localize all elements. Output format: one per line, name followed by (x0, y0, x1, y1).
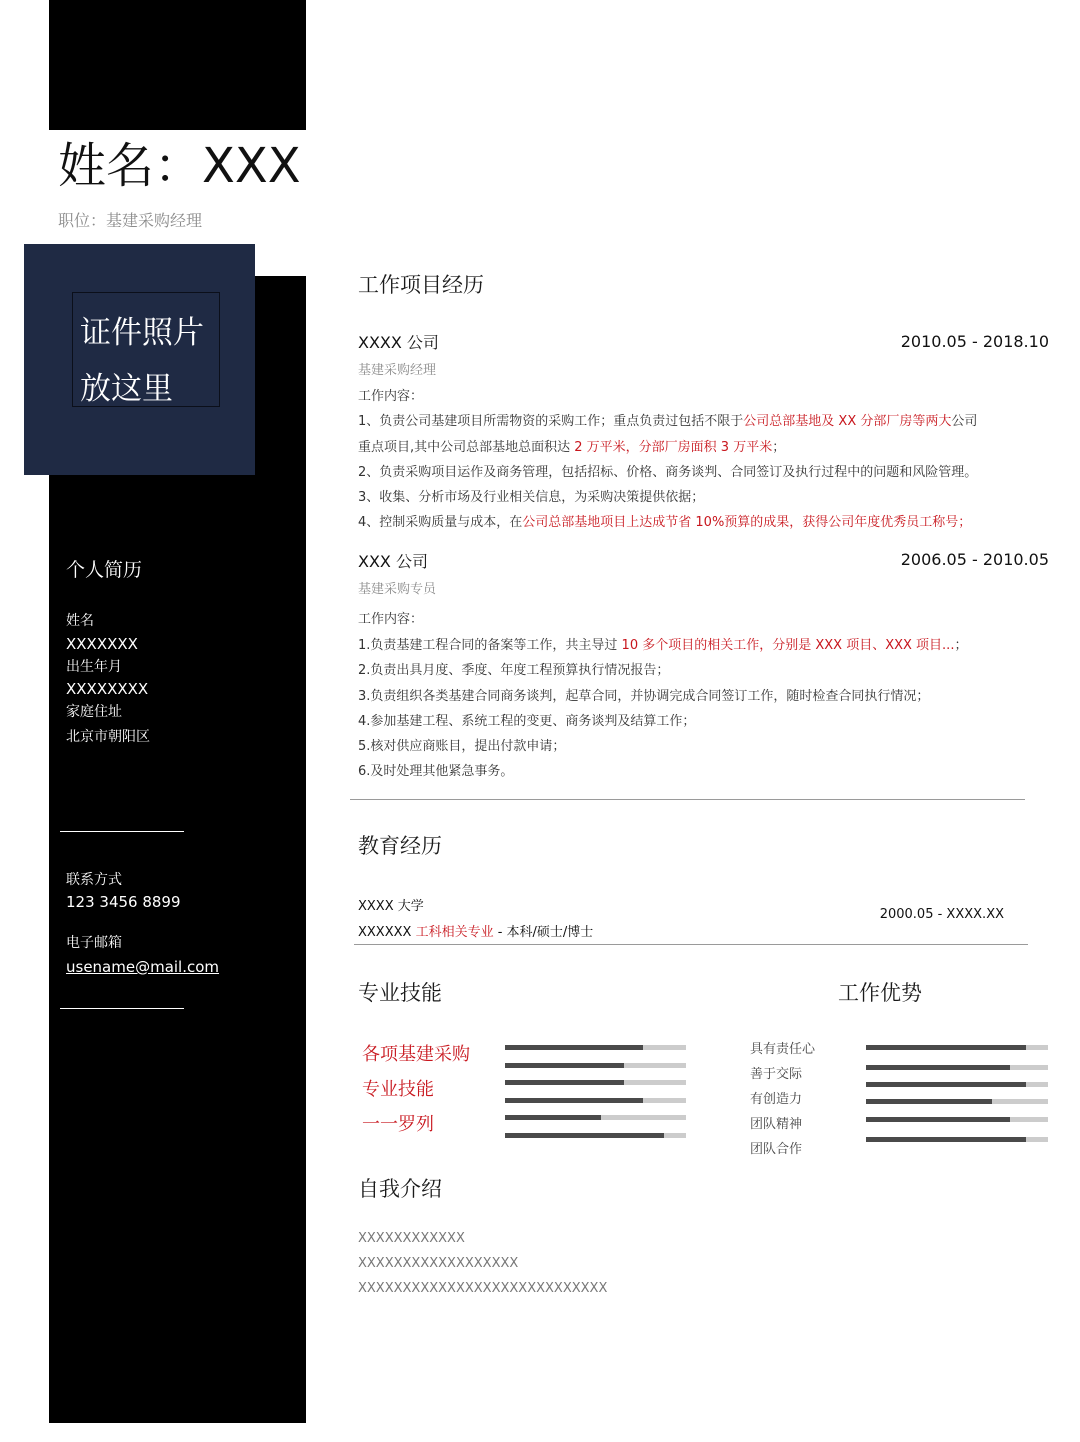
job1-date: 2010.05 - 2018.10 (900, 332, 1049, 351)
advantage-bar-fill (866, 1045, 1026, 1050)
contact-label: 联系方式 (66, 872, 122, 888)
advantage-label: 善于交际 (750, 1067, 803, 1082)
job2-line3: 3.负责组织各类基建合同商务谈判，起草合同，并协调完成合同签订工作，随时检查合同执行情况； (358, 689, 930, 704)
job2-line4: 4.参加基建工程、系统工程的变更、商务谈判及结算工作； (358, 714, 696, 729)
photo-text-line2: 放这里 (80, 371, 173, 407)
intro-line: XXXXXXXXXXXX (358, 1231, 465, 1246)
skills-section-title: 专业技能 (358, 981, 442, 1005)
skill-bar (505, 1098, 686, 1103)
intro-text (358, 1226, 607, 1301)
advantage-label: 有创造力 (750, 1092, 803, 1107)
skill-bar-fill (505, 1063, 624, 1068)
contact-value: 123 3456 8899 (66, 893, 181, 911)
job1-line3: 2、负责采购项目运作及商务管理，包括招标、价格、商务谈判、合同签订及执行过程中的问题和风险管理。 (358, 465, 978, 480)
advantage-bar (866, 1099, 1048, 1104)
education-divider (354, 944, 1028, 945)
advantage-bar-fill (866, 1082, 1026, 1087)
advantage-bars (866, 1045, 1048, 1142)
job2-role: 基建采购专员 (358, 582, 437, 597)
job2-content-label: 工作内容： (358, 612, 424, 627)
job2-line5: 5.核对供应商账目，提出付款申请； (358, 739, 566, 754)
skill-bar (505, 1045, 686, 1050)
intro-line: XXXXXXXXXXXXXXXXXXXXXXXXXXXX (358, 1281, 608, 1296)
job2-date: 2006.05 - 2010.05 (900, 550, 1049, 569)
skill-bar-fill (505, 1115, 601, 1120)
skills-red-text (362, 1037, 470, 1142)
sidebar-divider (60, 831, 184, 832)
skill-bar-fill (505, 1080, 624, 1085)
photo-placeholder-text (80, 305, 204, 417)
education-major: XXXXXX 工科相关专业 - 本科/硕士/博士 (358, 925, 594, 940)
advantage-label: 团队精神 (750, 1117, 803, 1132)
birth-label: 出生年月 (66, 659, 122, 675)
advantage-bar (866, 1082, 1048, 1087)
job1-line4: 3、收集、分析市场及行业相关信息，为采购决策提供依据； (358, 490, 705, 505)
work-section-title: 工作项目经历 (358, 273, 484, 297)
email-label: 电子邮箱 (66, 935, 122, 951)
skill-line: 专业技能 (362, 1079, 434, 1100)
education-date: 2000.05 - XXXX.XX (879, 907, 1004, 922)
advantage-label: 具有责任心 (750, 1042, 816, 1057)
name-value: XXXXXXX (66, 635, 138, 653)
advantage-labels (750, 1037, 815, 1162)
advantage-bar-fill (866, 1099, 992, 1104)
advantages-section-title: 工作优势 (838, 981, 922, 1005)
resume-position: 职位：基建采购经理 (58, 211, 203, 230)
job1-line5: 4、控制采购质量与成本，在公司总部基地项目上达成节省 10%预算的成果，获得公司年度优秀员工称号； (358, 515, 972, 530)
skill-bar (505, 1115, 686, 1120)
advantage-bar (866, 1137, 1048, 1142)
skill-bar-fill (505, 1045, 643, 1050)
intro-section-title: 自我介绍 (358, 1177, 442, 1201)
job2-line2: 2.负责出具月度、季度、年度工程预算执行情况报告； (358, 663, 670, 678)
job1-line1: 1、负责公司基建项目所需物资的采购工作；重点负责过包括不限于公司总部基地及 XX 分部厂房等两大公司 (358, 414, 978, 429)
skill-bar-fill (505, 1098, 643, 1103)
job1-company: XXXX 公司 (358, 333, 439, 352)
intro-line: XXXXXXXXXXXXXXXXXX (358, 1256, 519, 1271)
skill-bar (505, 1063, 686, 1068)
advantage-bar-fill (866, 1065, 1010, 1070)
photo-text-line1: 证件照片 (80, 315, 204, 351)
education-school: XXXX 大学 (358, 899, 424, 914)
name-label: 姓名 (66, 613, 94, 629)
education-section-title: 教育经历 (358, 834, 442, 858)
sidebar-top-block (49, 0, 306, 130)
advantage-bar (866, 1117, 1048, 1122)
resume-name: 姓名：XXX (58, 138, 301, 194)
sidebar-heading: 个人简历 (66, 559, 143, 581)
job2-line6: 6.及时处理其他紧急事务。 (358, 764, 514, 779)
work-divider (350, 799, 1025, 800)
job1-content-label: 工作内容： (358, 389, 424, 404)
advantage-bar (866, 1065, 1048, 1070)
advantage-bar-fill (866, 1137, 1026, 1142)
skill-bar (505, 1133, 686, 1138)
skill-bar-fill (505, 1133, 664, 1138)
skill-line: 各项基建采购 (362, 1044, 470, 1065)
sidebar-divider (60, 1008, 184, 1009)
job1-role: 基建采购经理 (358, 363, 437, 378)
email-link[interactable]: usename@mail.com (66, 958, 220, 976)
skill-bar (505, 1080, 686, 1085)
skill-line: 一一罗列 (362, 1114, 434, 1135)
address-label: 家庭住址 (66, 704, 122, 720)
job2-company: XXX 公司 (358, 552, 428, 571)
birth-value: XXXXXXXX (66, 680, 149, 698)
skill-bars (505, 1045, 686, 1138)
advantage-bar-fill (866, 1117, 1010, 1122)
address-value: 北京市朝阳区 (66, 729, 150, 745)
advantage-bar (866, 1045, 1048, 1050)
advantage-label: 团队合作 (750, 1142, 803, 1157)
job2-line1: 1.负责基建工程合同的备案等工作，共主导过 10 多个项目的相关工作，分别是 XXX 项目、XXX 项目...； (358, 638, 968, 653)
job1-line2: 重点项目,其中公司总部基地总面积达 2 万平米，分部厂房面积 3 万平米； (358, 440, 786, 455)
